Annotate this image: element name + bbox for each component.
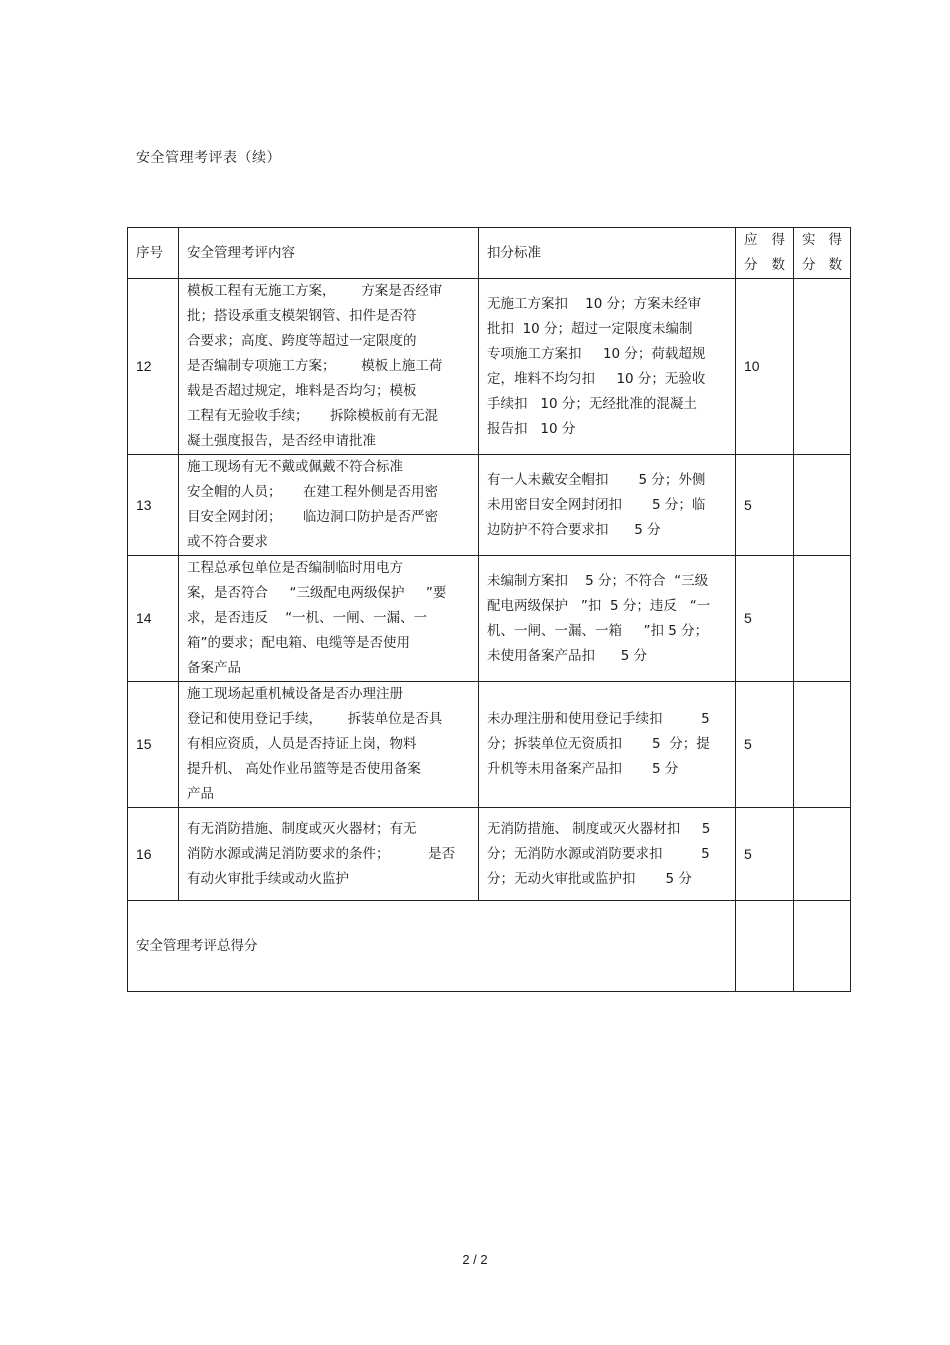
content-line: 施工现场起重机械设备是否办理注册 <box>187 686 403 702</box>
row-criteria <box>479 279 736 455</box>
content-line: 安全帽的人员； 在建工程外侧是否用密 <box>187 484 438 500</box>
row-content <box>179 556 479 682</box>
criteria-line: 有一人未戴安全帽扣 5 分；外侧 <box>487 471 706 488</box>
content-line: 凝土强度报告，是否经申请批准 <box>187 433 376 449</box>
row-should-score: 5 <box>736 808 794 901</box>
content-line: 有无消防措施、制度或灭火器材；有无 <box>187 820 417 837</box>
criteria-line: 配电两级保护 ”扣 5 分；违反 “一 <box>487 597 711 614</box>
content-line: 或不符合要求 <box>187 534 268 550</box>
content-line: 施工现场有无不戴或佩戴不符合标准 <box>187 459 403 475</box>
row-seq: 14 <box>128 556 179 682</box>
content-line: 提升机、 高处作业吊篮等是否使用备案 <box>187 761 421 777</box>
criteria-line: 升机等未用备案产品扣 5 分 <box>487 761 679 777</box>
total-should-score <box>736 901 794 992</box>
row-actual-score[interactable] <box>794 682 851 808</box>
table-row <box>128 279 851 455</box>
page-number: 2 / 2 <box>462 1252 488 1267</box>
total-score-label: 安全管理考评总得分 <box>128 901 736 992</box>
content-line: 产品 <box>187 786 214 802</box>
row-actual-score[interactable] <box>794 808 851 901</box>
criteria-line: 未用密目安全网封闭扣 5 分；临 <box>487 496 706 513</box>
total-actual-score[interactable] <box>794 901 851 992</box>
total-row <box>128 901 851 992</box>
row-criteria <box>479 682 736 808</box>
criteria-line: 未编制方案扣 5 分；不符合 “三级 <box>487 572 709 589</box>
criteria-line: 批扣 10 分；超过一定限度未编制 <box>487 320 693 337</box>
content-line: 登记和使用登记手续， 拆装单位是否具 <box>187 711 443 727</box>
content-line: 合要求；高度、跨度等超过一定限度的 <box>187 333 417 349</box>
content-line: 备案产品 <box>187 660 241 676</box>
content-line: 案，是否符合 “三级配电两级保护 ”要 <box>187 585 447 601</box>
content-line: 批；搭设承重支模架钢管、扣件是否符 <box>187 308 417 324</box>
criteria-line: 定，堆料不均匀扣 10 分；无验收 <box>487 370 706 387</box>
criteria-line: 边防护不符合要求扣 5 分 <box>487 521 661 538</box>
content-line: 有动火审批手续或动火监护 <box>187 870 349 887</box>
header-actual-score <box>794 228 851 279</box>
content-line: 载是否超过规定，堆料是否均匀；模板 <box>187 383 417 399</box>
content-line: 求，是否违反 “一机、一闸、一漏、一 <box>187 610 428 626</box>
content-line: 有相应资质，人员是否持证上岗，物料 <box>187 736 417 752</box>
header-actual-score-line1: 实 得 <box>802 232 842 248</box>
criteria-line: 分；无消防水源或消防要求扣 5 <box>487 845 710 862</box>
document-title: 安全管理考评表（续） <box>136 150 281 166</box>
header-should-score <box>736 228 794 279</box>
content-line: 是否编制专项施工方案； 模板上施工荷 <box>187 358 443 374</box>
row-content <box>179 455 479 556</box>
row-seq: 12 <box>128 279 179 455</box>
content-line: 箱”的要求；配电箱、电缆等是否使用 <box>187 635 410 651</box>
content-line: 工程有无验收手续； 拆除模板前有无混 <box>187 408 438 424</box>
content-line: 目安全网封闭； 临边洞口防护是否严密 <box>187 509 438 525</box>
table-row <box>128 808 851 901</box>
table-row <box>128 556 851 682</box>
header-criteria: 扣分标准 <box>479 228 736 279</box>
criteria-line: 未办理注册和使用登记手续扣 5 <box>487 711 710 727</box>
criteria-line: 专项施工方案扣 10 分；荷载超规 <box>487 345 706 362</box>
content-line: 消防水源或满足消防要求的条件； 是否 <box>187 845 456 862</box>
row-seq: 15 <box>128 682 179 808</box>
criteria-line: 报告扣 10 分 <box>487 420 576 437</box>
criteria-line: 无消防措施、 制度或灭火器材扣 5 <box>487 820 711 837</box>
content-line: 模板工程有无施工方案， 方案是否经审 <box>187 283 443 299</box>
criteria-line: 手续扣 10 分；无经批准的混凝土 <box>487 395 697 412</box>
header-seq: 序号 <box>128 228 179 279</box>
content-line: 工程总承包单位是否编制临时用电方 <box>187 560 403 576</box>
row-criteria <box>479 556 736 682</box>
criteria-line: 分；拆装单位无资质扣 5 分；提 <box>487 736 710 752</box>
criteria-line: 机、一闸、一漏、一箱 ”扣 5 分； <box>487 622 709 639</box>
row-content <box>179 808 479 901</box>
table-row <box>128 455 851 556</box>
row-should-score: 5 <box>736 682 794 808</box>
row-criteria <box>479 455 736 556</box>
table-header-row <box>128 228 851 279</box>
evaluation-table <box>127 227 851 992</box>
row-content <box>179 279 479 455</box>
row-should-score: 5 <box>736 556 794 682</box>
criteria-line: 分；无动火审批或监护扣 5 分 <box>487 870 692 887</box>
row-should-score: 10 <box>736 279 794 455</box>
row-should-score: 5 <box>736 455 794 556</box>
row-actual-score[interactable] <box>794 455 851 556</box>
row-actual-score[interactable] <box>794 556 851 682</box>
table-row <box>128 682 851 808</box>
criteria-line: 无施工方案扣 10 分；方案未经审 <box>487 295 702 312</box>
criteria-line: 未使用备案产品扣 5 分 <box>487 647 648 664</box>
row-actual-score[interactable] <box>794 279 851 455</box>
row-seq: 16 <box>128 808 179 901</box>
row-criteria <box>479 808 736 901</box>
header-should-score-line2: 分数 <box>744 257 785 273</box>
row-content <box>179 682 479 808</box>
header-content: 安全管理考评内容 <box>179 228 479 279</box>
header-should-score-line1: 应 得 <box>744 232 785 248</box>
row-seq: 13 <box>128 455 179 556</box>
header-actual-score-line2: 分数 <box>802 257 842 273</box>
